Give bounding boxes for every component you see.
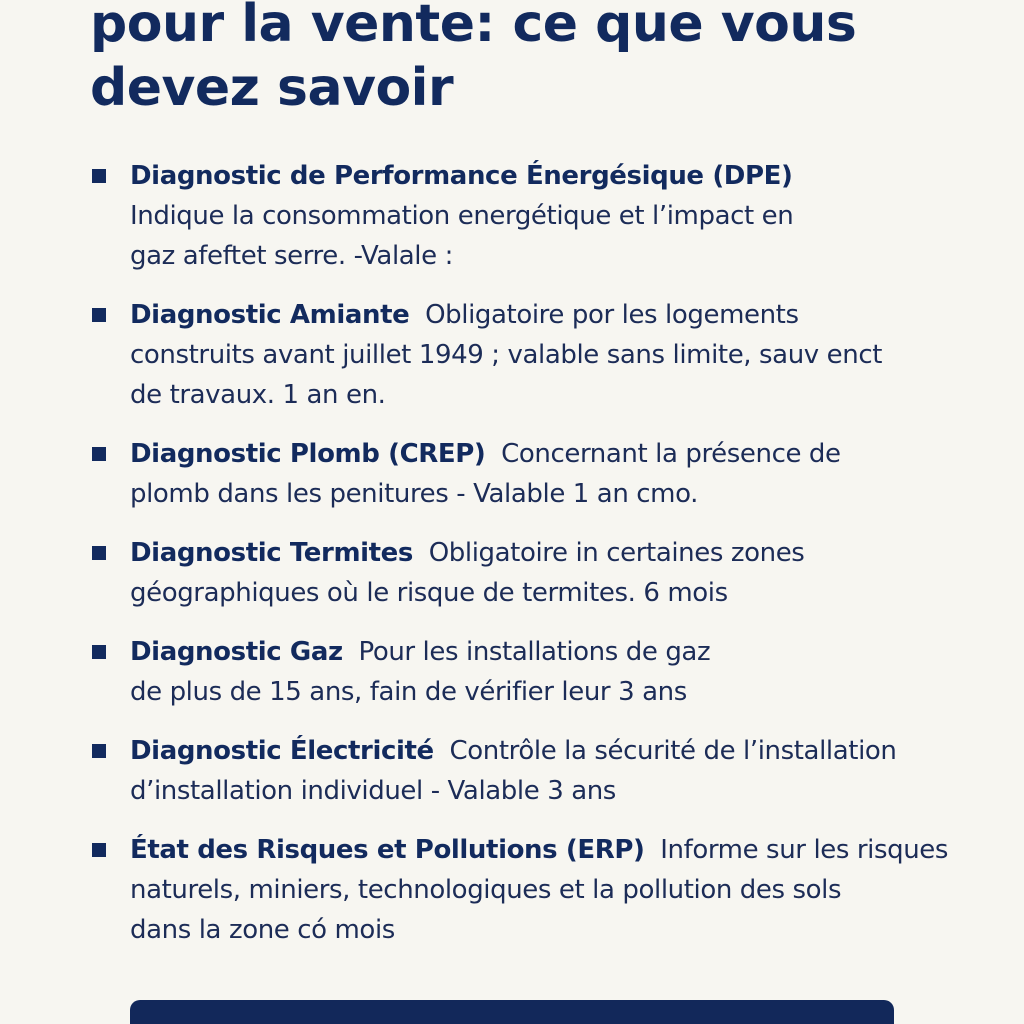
diagnostic-item-amiante <box>92 295 992 415</box>
diagnostic-heading: Diagnostic Plomb (CREP) <box>130 439 486 469</box>
diagnostic-heading: Diagnostic Amiante <box>130 300 410 330</box>
diagnostic-item-erp <box>92 830 992 950</box>
square-bullet-icon <box>92 546 106 560</box>
diagnostic-description-line: géographiques où le risque de termites. 6 mois <box>130 578 728 608</box>
diagnostic-description-line: gaz afeftet serre. -Valale : <box>130 241 453 271</box>
diagnostic-item-termites <box>92 533 992 613</box>
page-title-line-2: devez savoir <box>90 58 454 118</box>
diagnostic-description-line: construits avant juillet 1949 ; valable sans limite, sauv enct <box>130 340 883 370</box>
diagnostic-description-line: dans la zone có mois <box>130 915 395 945</box>
diagnostic-description-line: de travaux. 1 an en. <box>130 380 386 410</box>
page-title <box>90 0 970 120</box>
square-bullet-icon <box>92 843 106 857</box>
square-bullet-icon <box>92 169 106 183</box>
square-bullet-icon <box>92 645 106 659</box>
diagnostic-description: Contrôle la sécurité de l’installation <box>449 736 897 766</box>
diagnostic-item-electricite <box>92 731 992 811</box>
diagnostic-list <box>92 156 992 969</box>
diagnostic-description-line: plomb dans les penitures - Valable 1 an cmo. <box>130 479 698 509</box>
diagnostic-description-line: de plus de 15 ans, fain de vérifier leur 3 ans <box>130 677 687 707</box>
diagnostic-heading: Diagnostic de Performance Énergésique (DPE) <box>130 161 793 191</box>
square-bullet-icon <box>92 744 106 758</box>
diagnostic-description: Pour les installations de gaz <box>358 637 711 667</box>
square-bullet-icon <box>92 308 106 322</box>
diagnostic-description: Informe sur les risques <box>660 835 949 865</box>
diagnostic-item-dpe <box>92 156 992 276</box>
page-title-line-1: pour la vente: ce que vous <box>90 0 857 54</box>
diagnostic-description: Obligatoire por les logements <box>425 300 799 330</box>
diagnostic-description: Concernant la présence de <box>501 439 841 469</box>
diagnostic-description-line: Indique la consommation energétique et l’impact en <box>130 201 794 231</box>
diagnostic-item-plomb <box>92 434 992 514</box>
diagnostic-heading: Diagnostic Termites <box>130 538 413 568</box>
diagnostic-item-gaz <box>92 632 992 712</box>
diagnostic-description-line: d’installation individuel - Valable 3 ans <box>130 776 616 806</box>
diagnostic-heading: Diagnostic Électricité <box>130 736 434 766</box>
bottom-action-button[interactable] <box>130 1000 894 1024</box>
diagnostic-description-line: naturels, miniers, technologiques et la pollution des sols <box>130 875 842 905</box>
diagnostic-description: Obligatoire in certaines zones <box>428 538 805 568</box>
diagnostic-heading: Diagnostic Gaz <box>130 637 343 667</box>
diagnostic-heading: État des Risques et Pollutions (ERP) <box>130 835 645 865</box>
square-bullet-icon <box>92 447 106 461</box>
